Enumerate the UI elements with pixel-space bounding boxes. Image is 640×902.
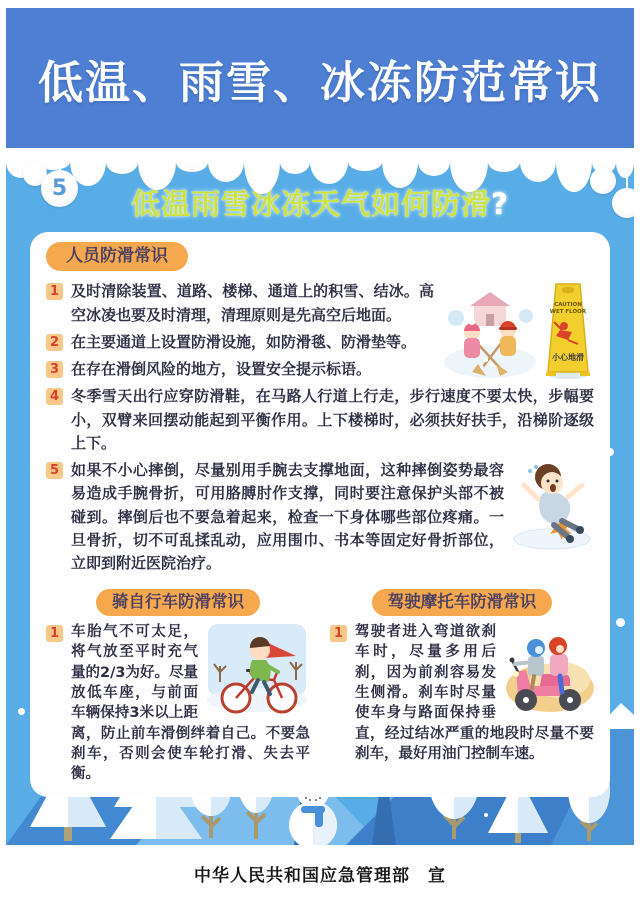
- personnel-card-header: 人员防滑常识: [46, 242, 188, 271]
- tip-text: 冬季雪天出行应穿防滑鞋，在马路人行道上行走，步行速度不要太快，步幅要小，双臂来回摆动能起到平衡作用。上下楼梯时，必须扶好扶手，沿梯阶逐级上下。: [71, 387, 594, 452]
- tip-number-badge: 1: [46, 283, 63, 300]
- bicycle-card-header: 骑自行车防滑常识: [96, 589, 260, 616]
- section-number-ball: [41, 170, 78, 207]
- scooter-riders-illustration: [502, 622, 594, 716]
- tip-illustrations: [442, 280, 594, 382]
- bicycle-column: [46, 589, 310, 784]
- vehicle-tips: [46, 589, 594, 784]
- tip-number-badge: 1: [330, 625, 347, 642]
- snow-dot: [616, 618, 625, 627]
- snow-dot: [18, 708, 25, 715]
- tip-number-badge: 4: [46, 388, 63, 405]
- tip-text: 驾驶者进入弯道欲刹车时，尽量多用后刹，因为前刹容易发生侧滑。刹车时尽量使车身与路面保持垂直，经过结冰严重的地段时尽量不要刹车，最好用油门控制车速。: [355, 624, 594, 762]
- tip-text: 及时清除装置、道路、楼梯、通道上的积雪、结冰。高空冰凌也要及时清理，清理原则是先高空后地面。: [71, 282, 434, 324]
- tip-number-badge: 1: [46, 625, 63, 642]
- personnel-tips: [46, 280, 594, 579]
- cyclist-illustration: [204, 622, 310, 718]
- poster-body: [6, 148, 634, 845]
- personnel-tip-5: [46, 459, 594, 575]
- tip-text: 车胎气不可太足，将气放至平时充气量的2/3为好。尽量放低车座，与前面车辆保持3米以上距离，防止前车滑倒绊着自己。不要急刹车，否则会使车轮打滑、失去平衡。: [71, 624, 310, 783]
- snow-drip-edge: [6, 148, 634, 194]
- svg-text:小心地滑: 小心地滑: [552, 353, 584, 363]
- tip-number-badge: 5: [46, 462, 63, 479]
- snowball-ornament: [590, 168, 616, 194]
- personnel-tip-3: [46, 358, 434, 381]
- motorcycle-column: [330, 589, 594, 784]
- motorcycle-card-header: 驾驶摩托车防滑常识: [372, 589, 553, 616]
- personnel-tip-2: [46, 331, 434, 354]
- tip-text: 如果不小心摔倒，尽量别用手腕去支撑地面，这种摔倒姿势最容易造成手腕骨折，可用胳膊肘作支撑，同时要注意保护头部不被碰到。摔倒后也不要急着起来，检查一下身体哪些部位疼痛。一旦骨折，切不可乱揉乱动，应用围巾、书本等固定好骨折部位，立即到附近医院治疗。: [71, 461, 504, 573]
- tip-number-badge: 3: [46, 361, 63, 378]
- footer: [0, 845, 640, 902]
- svg-text:WET FLOOR: WET FLOOR: [549, 309, 587, 316]
- snowball-ornament: [612, 188, 634, 218]
- falling-person-illustration: [512, 459, 594, 551]
- kids-sweeping-snow-illustration: [442, 280, 538, 380]
- ornament-string: [602, 148, 604, 170]
- wet-floor-sign-icon: [544, 280, 592, 380]
- publisher-text: 中华人民共和国应急管理部 宣: [194, 866, 446, 886]
- section-title-text: 低温雨雪冰冻天气如何防滑: [131, 187, 492, 221]
- ornament-string: [626, 148, 628, 190]
- personnel-tip-1: [46, 280, 434, 327]
- tip-number-badge: 2: [46, 334, 63, 351]
- personnel-tip-4: [46, 385, 594, 455]
- bicycle-tip-1: [46, 622, 310, 784]
- svg-text:CAUTION: CAUTION: [554, 302, 582, 309]
- banner: [6, 8, 634, 148]
- tip-text: 在存在滑倒风险的地方，设置安全提示标语。: [71, 360, 372, 379]
- tip-text: 在主要通道上设置防滑设施，如防滑毯、防滑垫等。: [71, 332, 417, 351]
- question-mark: ?: [491, 187, 509, 221]
- motorcycle-tip-1: [330, 622, 594, 764]
- poster-title: 低温、雨雪、冰冻防范常识: [37, 55, 602, 109]
- section-number: 5: [51, 176, 68, 201]
- content-card: [30, 232, 610, 797]
